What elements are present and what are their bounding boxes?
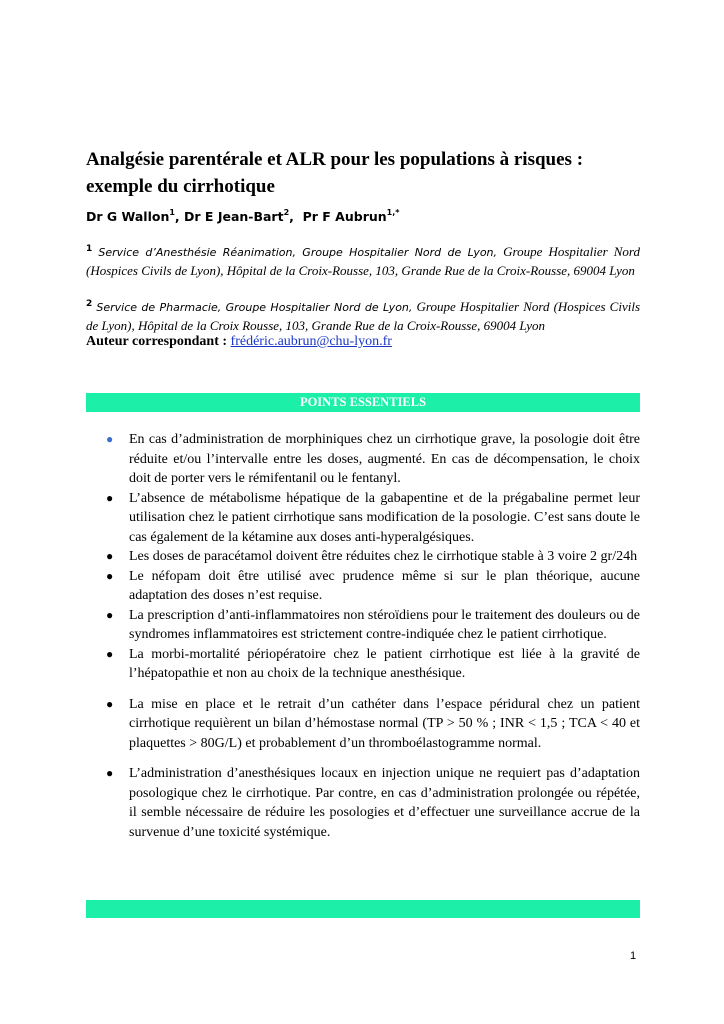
author-list: Dr G Wallon$^1$, Dr E Jean-Bart$^2$, Pr F Aubrun$^{1,*}$	[86, 208, 400, 224]
bullet-icon: ●	[106, 607, 114, 622]
bullet-icon: ●	[106, 766, 114, 780]
corresponding-author	[86, 334, 392, 350]
bullet-icon: ●	[106, 549, 114, 563]
list-item: ● Le néfopam doit être utilisé avec prudence même si sur le plan théorique, aucune adaptation des doses n’est requise.	[106, 568, 640, 603]
author-affiliation-mark: 2	[283, 208, 290, 217]
author-affiliation-mark: 1	[169, 208, 175, 217]
list-item: ● En cas d’administration de morphiniques chez un cirrhotique grave, la posologie doit être réduite et/ou l’intervalle entre les doses, augmenté. En cas de décompensation, le choix doit de porter vers le rémifentanil ou le fentanyl.	[106, 432, 640, 486]
author-name: Dr E Jean-Bart	[184, 209, 284, 224]
bullet-icon: ●	[106, 490, 114, 505]
bullet-icon: ●	[106, 432, 114, 446]
page-number: 1	[630, 950, 637, 962]
bullet-icon: ●	[106, 696, 114, 711]
list-item: ● La morbi-mortalité périopératoire chez le patient cirrhotique est liée à la gravité de l’hépatopathie et non au choix de la technique anesthésique.	[106, 646, 640, 681]
section-header-banner: POINTS ESSENTIELS	[86, 393, 640, 412]
affiliation-number: 1	[86, 244, 93, 254]
list-item: ● La mise en place et le retrait d’un cathéter dans l’espace péridural chez un patient cirrhotique requièrent un bilan d’hémostase normal (TP > 50 % ; INR < 1,5 ; TCA < 40 et plaquettes > 80G/L) et probablement d’un thromboélastogramme normal.	[106, 696, 640, 751]
affiliation-2	[86, 298, 640, 334]
affiliation-address: Groupe Hospitalier Nord (Hospices Civils de Lyon), Hôpital de la Croix-Rousse, 103, Grande Rue de la Croix-Rousse, 69004 Lyon	[86, 244, 641, 278]
author-name: Dr G Wallon	[86, 209, 170, 224]
corresponding-author-email-link[interactable]: frédéric.aubrun@chu-lyon.fr	[230, 334, 392, 349]
affiliation-address: Groupe Hospitalier Nord (Hospices Civils de Lyon), Hôpital de la Croix Rousse, 103, Grande Rue de la Croix-Rousse, 69004 Lyon	[86, 299, 641, 333]
list-item: ● La prescription d’anti-inflammatoires non stéroïdiens pour le traitement des douleurs ou de syndromes inflammatoires est strictement contre-indiquée chez le patient cirrhotique.	[106, 607, 640, 642]
list-item: ● L’administration d’anesthésiques locaux en injection unique ne requiert pas d’adaptation posologique chez le cirrhotique. Par contre, en cas d’administration prolongée ou répétée, il semble nécessaire de réduire les posologies et d’effectuer une surveillance accrue de la survenue d’une toxicité systémique.	[106, 766, 640, 840]
bullet-icon: ●	[106, 646, 114, 661]
corresponding-author-label: Auteur correspondant :	[86, 334, 228, 349]
list-item: ● L’absence de métabolisme hépatique de la gabapentine et de la prégabaline permet leur utilisation chez le patient cirrhotique sans modification de la posologie. C’est sans doute le cas également de la kétamine aux doses anti-hyperalgésiques.	[106, 490, 640, 545]
affiliation-service: Service d’Anesthésie Réanimation, Groupe Hospitalier Nord de Lyon,	[98, 246, 498, 259]
key-points-list	[106, 430, 640, 842]
affiliation-1	[86, 243, 640, 279]
affiliation-number: 2	[86, 299, 93, 309]
document-title: Analgésie parentérale et ALR pour les populations à risques : exemple du cirrhotique	[86, 149, 584, 197]
list-item: ● Les doses de paracétamol doivent être réduites chez le cirrhotique stable à 3 voire 2 gr/24h	[106, 547, 640, 567]
section-footer-banner	[86, 900, 640, 918]
affiliation-service: Service de Pharmacie, Groupe Hospitalier Nord de Lyon,	[96, 301, 413, 314]
bullet-icon: ●	[106, 568, 114, 583]
author-affiliation-mark: 1,*	[386, 208, 400, 217]
author-name: Pr F Aubrun	[302, 209, 387, 224]
